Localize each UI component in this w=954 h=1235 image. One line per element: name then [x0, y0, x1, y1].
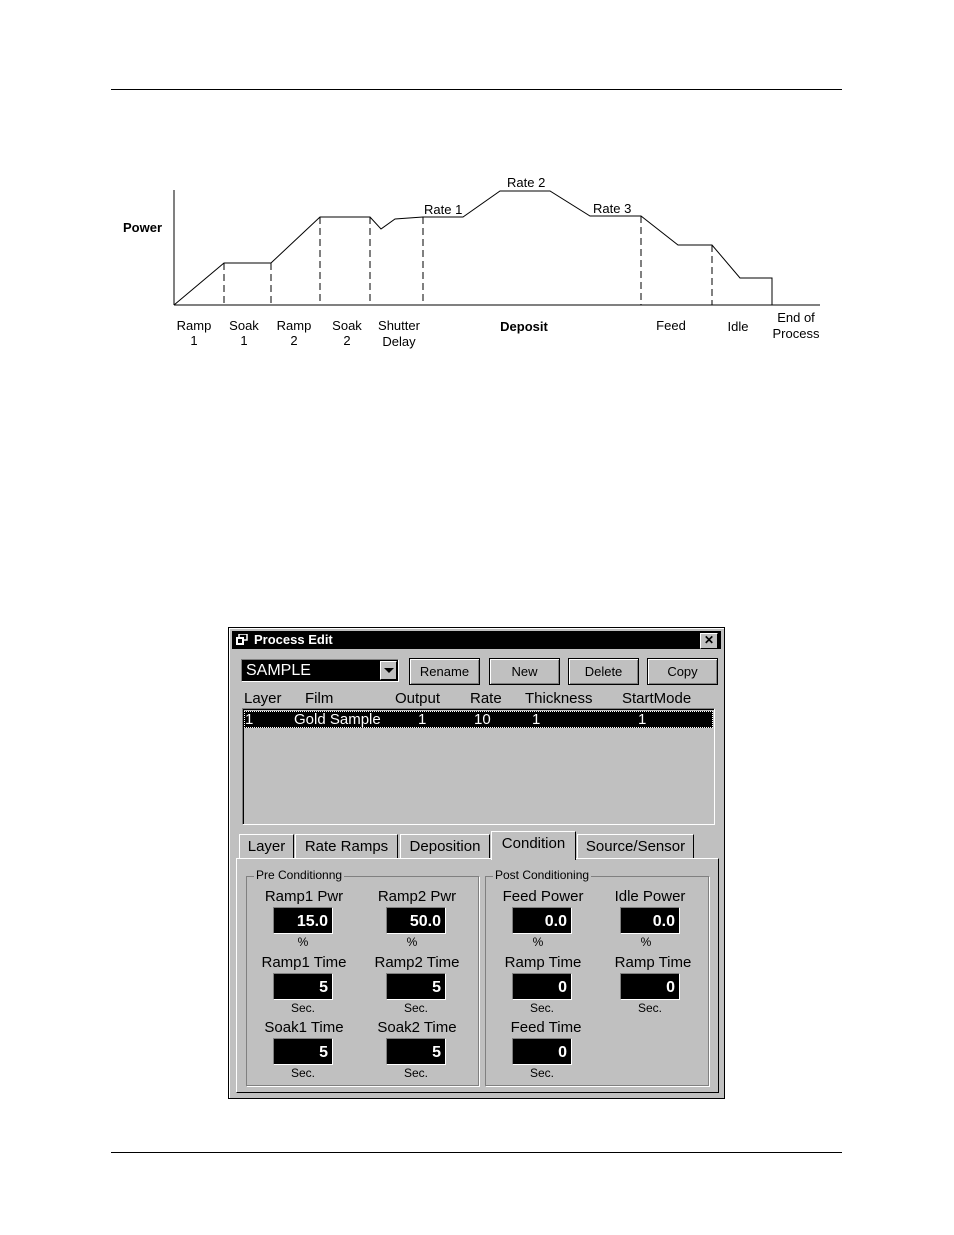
tab-source-sensor[interactable]: Source/Sensor	[577, 834, 694, 858]
cell-output: 1	[418, 711, 427, 728]
tab-deposition[interactable]: Deposition	[400, 834, 490, 858]
feed-power-field[interactable]: 0.0	[512, 907, 572, 934]
process-power-diagram	[0, 0, 954, 360]
rate3-label: Rate 3	[593, 201, 632, 216]
feed-ramp-time-field[interactable]: 0	[512, 973, 572, 1000]
close-icon: ✕	[703, 633, 715, 647]
soak2-time-field[interactable]: 5	[386, 1038, 446, 1065]
idle-ramp-time-field[interactable]: 0	[620, 973, 680, 1000]
feed-time-field[interactable]: 0	[512, 1038, 572, 1065]
feed-power-unit: %	[532, 935, 544, 949]
ramp1-pwr-unit: %	[297, 935, 309, 949]
phase-label-end-line1: End of	[777, 310, 815, 325]
col-header-film[interactable]: Film	[305, 690, 334, 707]
feed-ramp-time-unit: Sec.	[529, 1001, 554, 1015]
ramp1-time-unit: Sec.	[290, 1001, 315, 1015]
soak2-time-unit: Sec.	[403, 1066, 428, 1080]
phase-label-feed: Feed	[656, 318, 686, 333]
new-button[interactable]: New	[489, 658, 560, 685]
col-header-layer[interactable]: Layer	[244, 690, 282, 707]
ramp2-pwr-field[interactable]: 50.0	[386, 907, 446, 934]
tab-layer[interactable]: Layer	[239, 834, 294, 858]
dialog-title: Process Edit	[254, 632, 333, 647]
close-button[interactable]	[700, 633, 718, 649]
feed-ramp-time-label: Ramp Time	[504, 954, 582, 971]
cell-startmode: 1	[638, 711, 647, 728]
idle-power-field[interactable]: 0.0	[620, 907, 680, 934]
soak1-time-field[interactable]: 5	[273, 1038, 333, 1065]
ramp1-time-field[interactable]: 5	[273, 973, 333, 1000]
ramp2-time-unit: Sec.	[403, 1001, 428, 1015]
idle-ramp-time-label: Ramp Time	[614, 954, 692, 971]
chevron-down-icon[interactable]	[380, 661, 397, 680]
post-conditioning-title: Post Conditioning	[495, 868, 590, 882]
phase-label-soak1-line2: 1	[240, 333, 248, 348]
footer-rule	[111, 1152, 842, 1153]
phase-label-ramp1-line1: Ramp	[176, 318, 212, 333]
soak2-time-label: Soak2 Time	[377, 1019, 457, 1036]
cell-layer: 1	[245, 711, 254, 728]
idle-power-unit: %	[640, 935, 652, 949]
col-header-output[interactable]: Output	[395, 690, 441, 707]
rate1-label: Rate 1	[424, 202, 463, 217]
phase-label-ramp2-line2: 2	[290, 333, 298, 348]
rate2-label: Rate 2	[507, 175, 546, 190]
phase-label-soak2-line1: Soak	[332, 318, 362, 333]
feed-power-label: Feed Power	[502, 888, 584, 905]
feed-time-label: Feed Time	[510, 1019, 582, 1036]
process-select-value: SAMPLE	[246, 662, 311, 679]
col-header-thickness[interactable]: Thickness	[525, 690, 593, 707]
table-row[interactable]	[244, 711, 713, 728]
ramp2-pwr-unit: %	[406, 935, 418, 949]
phase-dividers	[224, 216, 712, 305]
layer-list[interactable]	[242, 708, 715, 825]
app-icon	[236, 634, 248, 646]
ramp1-time-label: Ramp1 Time	[261, 954, 347, 971]
phase-label-ramp2-line1: Ramp	[276, 318, 312, 333]
power-profile-line	[174, 191, 772, 305]
process-edit-dialog	[228, 627, 725, 1099]
soak1-time-label: Soak1 Time	[264, 1019, 344, 1036]
idle-ramp-time-unit: Sec.	[637, 1001, 662, 1015]
phase-label-ramp1-line2: 1	[190, 333, 198, 348]
rename-button[interactable]: Rename	[409, 658, 480, 685]
phase-label-shutter-line2: Delay	[382, 334, 416, 349]
ramp2-pwr-label: Ramp2 Pwr	[377, 888, 457, 905]
dialog-titlebar[interactable]	[232, 631, 721, 649]
ramp1-pwr-field[interactable]: 15.0	[273, 907, 333, 934]
process-select[interactable]	[241, 659, 399, 682]
cell-thickness: 1	[532, 711, 541, 728]
tab-condition[interactable]: Condition	[491, 831, 576, 860]
pre-conditioning-title: Pre Conditionng	[256, 868, 343, 882]
cell-film: Gold Sample	[294, 711, 381, 728]
delete-button[interactable]: Delete	[568, 658, 639, 685]
ramp2-time-label: Ramp2 Time	[374, 954, 460, 971]
tab-rate-ramps[interactable]: Rate Ramps	[295, 834, 398, 858]
soak1-time-unit: Sec.	[290, 1066, 315, 1080]
phase-label-soak2-line2: 2	[343, 333, 351, 348]
phase-label-shutter-line1: Shutter	[378, 318, 420, 333]
feed-time-unit: Sec.	[529, 1066, 554, 1080]
y-axis-label: Power	[123, 220, 163, 235]
copy-button[interactable]: Copy	[647, 658, 718, 685]
ramp2-time-field[interactable]: 5	[386, 973, 446, 1000]
col-header-rate[interactable]: Rate	[470, 690, 502, 707]
phase-label-idle: Idle	[727, 319, 749, 334]
phase-label-end-line2: Process	[772, 326, 820, 341]
ramp1-pwr-label: Ramp1 Pwr	[264, 888, 344, 905]
cell-rate: 10	[474, 711, 491, 728]
phase-label-soak1-line1: Soak	[229, 318, 259, 333]
col-header-startmode[interactable]: StartMode	[622, 690, 692, 707]
idle-power-label: Idle Power	[614, 888, 686, 905]
phase-label-deposit: Deposit	[500, 319, 548, 334]
